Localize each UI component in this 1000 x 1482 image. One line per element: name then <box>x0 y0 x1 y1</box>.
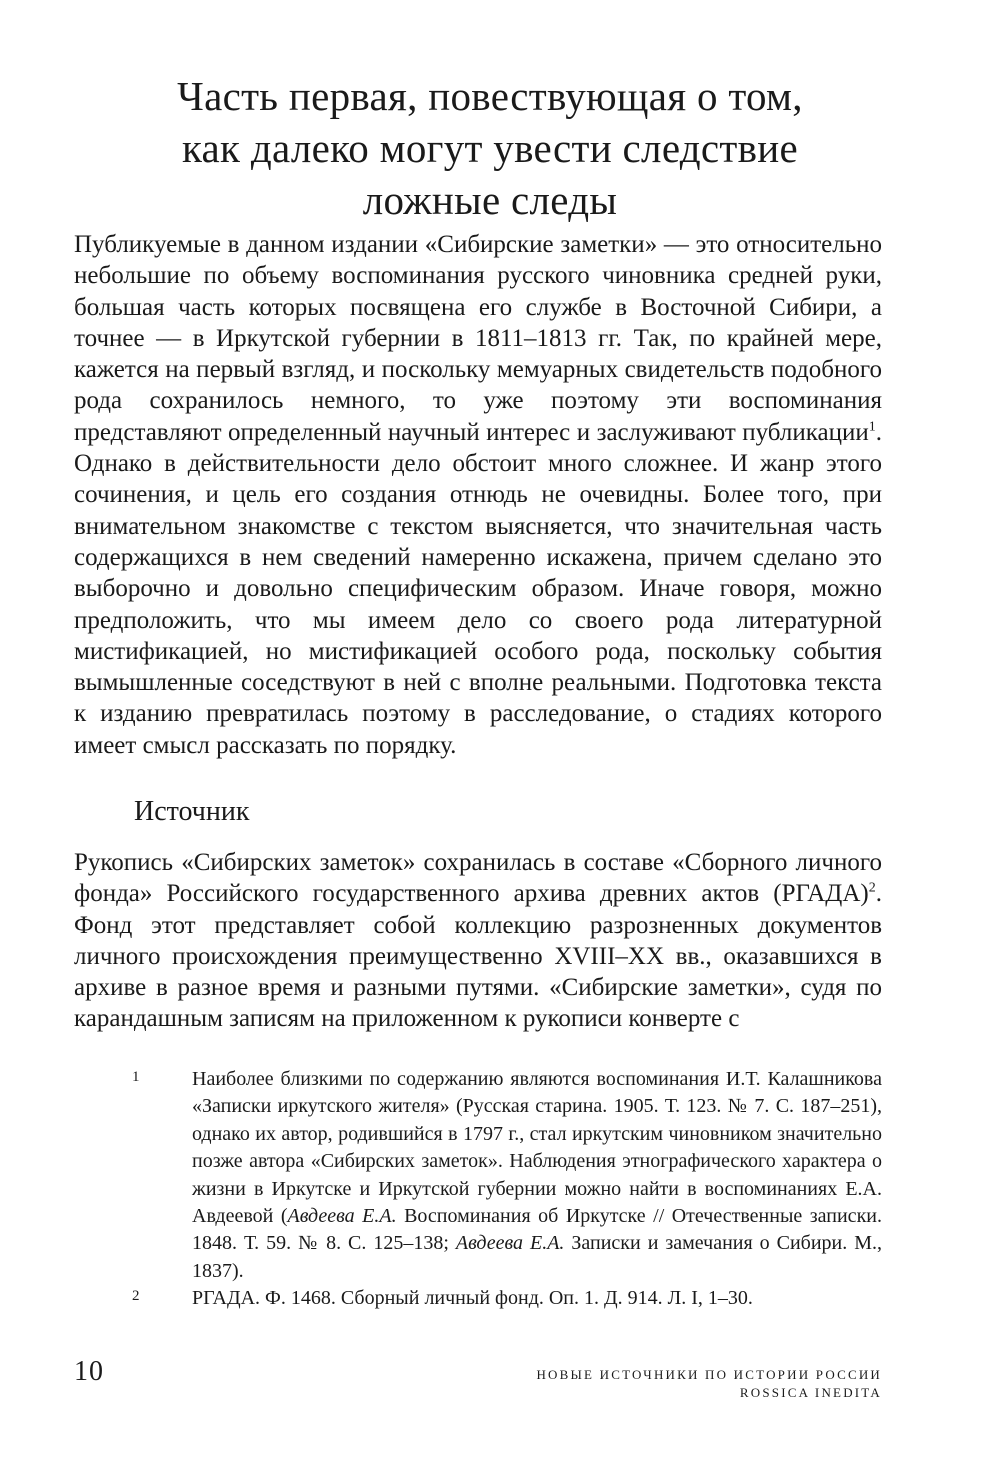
chapter-title-line: как далеко могут увести следствие <box>181 125 799 171</box>
footnote-1 <box>132 1066 882 1285</box>
footnote-number: 2 <box>132 1288 140 1305</box>
intro-text-part: Публикуемые в данном издании «Сибирские заметки» — это относительно небольшие по объему воспоминания русского чиновника средней руки, большая часть которых посвящена его службе в Восточной Сибири, а точнее — в Иркутской губернии в 1811–1813 гг. Так, по крайней мере, кажется на первый взгляд, и поскольку мемуарных свидетельств подобного рода сохранилось немного, то уже поэтому эти воспоминания представляют определенный научный интерес и заслуживают публикации <box>74 231 882 446</box>
footnote-ref-1: 1 <box>868 419 876 435</box>
footnote-text: Воспоминания об Иркутске // Отечественные записки. 1848. Т. 59. № 8. С. 125–138; <box>192 1205 882 1255</box>
footnote-text: РГАДА. Ф. 1468. Сборный личный фонд. Оп. 1. Д. 914. Л. I, 1–30. <box>192 1287 753 1310</box>
footnote-text: Записки и замечания о Сибири. М., 1837). <box>192 1232 882 1282</box>
chapter-title-line: Часть первая, повествующая о том, <box>177 73 803 119</box>
footnote-ref-2: 2 <box>868 880 876 896</box>
source-text-part: Рукопись «Сибирских заметок» сохранилась в составе «Сборного личного фонда» Российского государственного архива древних актов (РГАДА) <box>74 849 882 908</box>
section-heading: Источник <box>134 796 250 827</box>
footnotes <box>132 1066 882 1313</box>
footnote-author-italic: Авдеева Е.А. <box>455 1232 565 1255</box>
footnote-author-italic: Авдеева Е.А. <box>287 1205 397 1228</box>
intro-text-part: . Однако в действительности дело обстоит много сложнее. И жанр этого сочинения, и цель его создания отнюдь не очевидны. Более того, при внимательном знакомстве с текстом выясняется, что значительная часть содержащихся в нем сведений намеренно искажена, причем сделано это выборочно и довольно специфическим образом. Иначе говоря, можно предположить, что мы имеем дело со своего рода литературной мистификацией, но мистификацией особого рода, поскольку события вымышленные соседствуют в ней с вполне реальными. Подготовка текста к изданию превратилась поэтому в расследование, о стадиях которого имеет смысл рассказать по порядку. <box>74 418 882 759</box>
footnote-number: 1 <box>132 1069 140 1085</box>
source-paragraph <box>74 847 882 1035</box>
footnote-2 <box>132 1285 882 1312</box>
series-title: НОВЫЕ ИСТОЧНИКИ ПО ИСТОРИИ РОССИИ <box>536 1367 882 1382</box>
footnote-text: Наиболее близкими по содержанию являются воспоминания И.Т. Калашникова «Записки иркутского жителя» (Русская старина. 1905. Т. 123. № 7. С. 187–251), однако их автор, родившийся в 1797 г., стал иркутским чиновником значительно позже автора «Сибирских заметок». Наблюдения этнографического характера о жизни в Иркутске и Иркутской губернии можно найти в воспоминаниях Е.А. Авдеевой ( <box>192 1068 882 1228</box>
page-number: 10 <box>74 1356 104 1387</box>
source-text-part: . Фонд этот представляет собой коллекцию разрозненных документов личного происхождения преимущественно XVIII–XX вв., оказавшихся в архиве в разное время и разными путями. «Сибирские заметки», судя по карандашным записям на приложенном к рукописи конверте с <box>74 880 882 1033</box>
series-subtitle: ROSSICA INEDITA <box>739 1385 882 1400</box>
chapter-title-line: ложные следы <box>362 177 618 223</box>
intro-paragraph <box>74 229 882 761</box>
running-footer <box>536 1366 882 1402</box>
chapter-title <box>100 70 880 226</box>
